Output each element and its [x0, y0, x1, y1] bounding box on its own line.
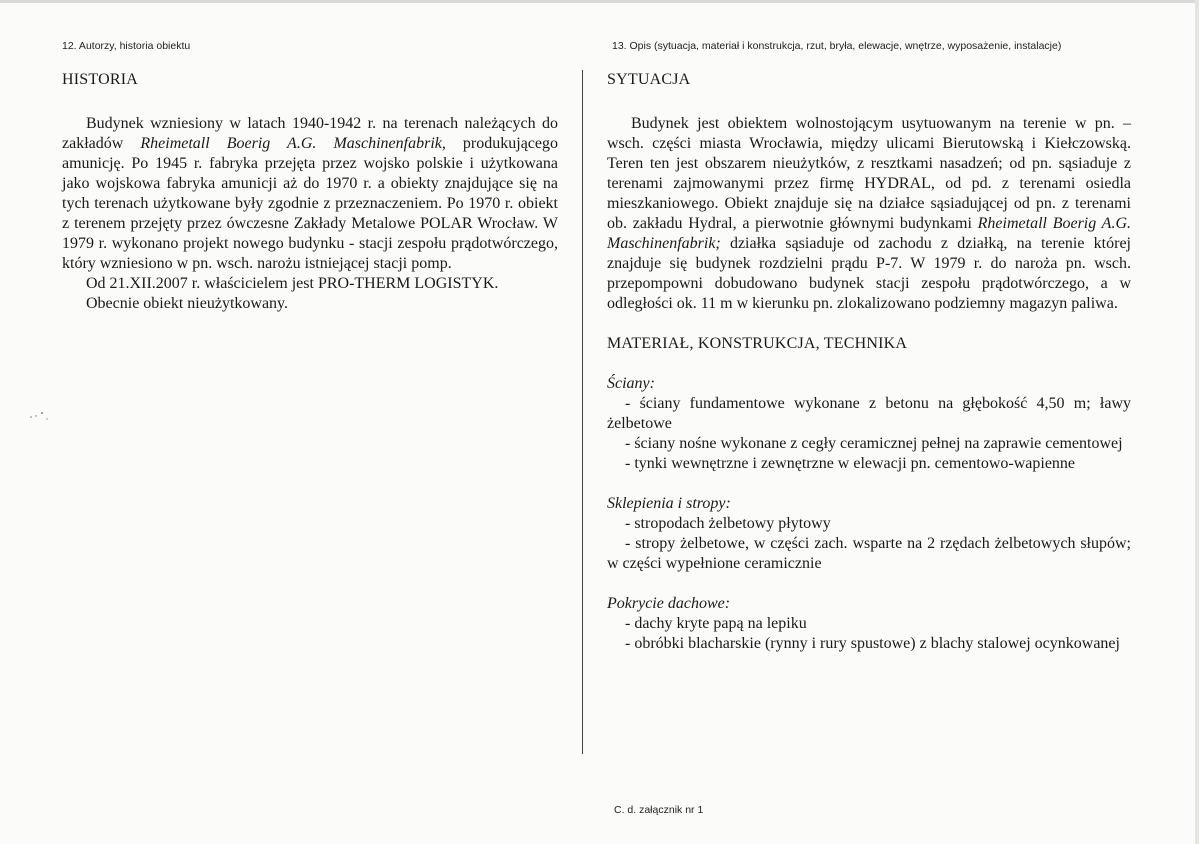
historia-owner-line: Od 21.XII.2007 r. właścicielem jest PRO-THERM LOGISTYK. — [86, 275, 499, 292]
historia-heading: HISTORIA — [62, 71, 138, 88]
history-column — [62, 70, 558, 314]
scan-speckle — [28, 410, 52, 422]
sciany-label: Ściany: — [607, 375, 655, 392]
sytuacja-text-b: działka sąsiaduje od zachodu z działką, na terenie której znajduje się budynek rozdzielni prądu P-7. W 1979 r. do naroża pn. wsch. przepompowni dobudowano budynek stacji zespołu prądotwórczego, a w odległości ok. 11 m w kierunku pn. zlokalizowano podziemny magazyn paliwa. — [607, 235, 1131, 312]
sciany-item: - ściany fundamentowe wykonane z betonu na głębokość 4,50 m; ławy żelbetowe — [607, 395, 1131, 432]
pokrycie-item: - obróbki blacharskie (rynny i rury spustowe) z blachy stalowej ocynkowanej — [625, 635, 1120, 652]
sklepienia-label: Sklepienia i stropy: — [607, 495, 731, 512]
material-heading: MATERIAŁ, KONSTRUKCJA, TECHNIKA — [607, 335, 908, 352]
historia-company-name: Rheimetall Boerig A.G. Maschinenfabrik, — [140, 135, 446, 152]
pokrycie-label: Pokrycie dachowe: — [607, 595, 731, 612]
historia-status-line: Obecnie obiekt nieużytkowany. — [86, 295, 289, 312]
scan-top-edge — [0, 0, 1199, 3]
left-section-header: 12. Autorzy, historia obiektu — [62, 40, 191, 52]
sciany-item: - tynki wewnętrzne i zewnętrzne w elewacji pn. cementowo-wapienne — [625, 455, 1076, 472]
scan-right-edge — [1195, 0, 1199, 844]
pokrycie-item: - dachy kryte papą na lepiku — [625, 615, 807, 632]
sytuacja-heading: SYTUACJA — [607, 71, 691, 88]
sytuacja-paragraph — [607, 114, 1131, 314]
sytuacja-text-a: Budynek jest obiektem wolnostojącym usytuowanym na terenie w pn. – wsch. części miasta Wrocławia, między ulicami Bierutowską i Kiełczowską. Teren ten jest obszarem nieużytków, z resztkami nasadzeń; od pn. sąsiaduje z terenami zajmowanymi przez firmę HYDRAL, od pd. z terenami osiedla mieszkaniowego. Obiekt znajduje się na działce sąsiadującej od pn. z terenami ob. zakładu Hydral, a pierwotnie głównymi budynkami — [607, 115, 1131, 232]
historia-text-a: Budynek wzniesiony w latach 1940-1942 r. na terenach należących do zakładów — [62, 115, 558, 152]
sytuacja-company-name: Rheimetall Boerig A.G. Maschinenfabrik; — [607, 215, 1131, 252]
sklepienia-item: - stropodach żelbetowy płytowy — [625, 515, 831, 532]
historia-text-b: produkującego amunicję. Po 1945 r. fabryka przejęta przez wojsko polskie i użytkowana jako wojskowa fabryka amunicji aż do 1970 r. a obiekty znajdujące się na tych terenach użytkowane były zgodnie z przeznaczeniem. Po 1970 r. obiekt z terenem przejęty przez ówczesne Zakłady Metalowe POLAR Wrocław. W 1979 r. wykonano projekt nowego budynku - stacji zespołu prądotwórczego, który wzniesiono w pn. wsch. narożu istniejącej stacji pomp. — [62, 135, 559, 272]
historia-paragraph — [62, 114, 558, 274]
page-footer-note: C. d. załącznik nr 1 — [614, 804, 704, 816]
sklepienia-item: - stropy żelbetowe, w części zach. wsparte na 2 rzędach żelbetowych słupów; w części wypełnione ceramicznie — [607, 535, 1131, 572]
column-divider — [582, 70, 583, 754]
right-section-header: 13. Opis (sytuacja, materiał i konstrukcja, rzut, bryła, elewacje, wnętrze, wyposażenie, instalacje) — [612, 40, 1062, 52]
sciany-item: - ściany nośne wykonane z cegły ceramicznej pełnej na zaprawie cementowej — [625, 435, 1123, 452]
description-column — [607, 70, 1131, 654]
